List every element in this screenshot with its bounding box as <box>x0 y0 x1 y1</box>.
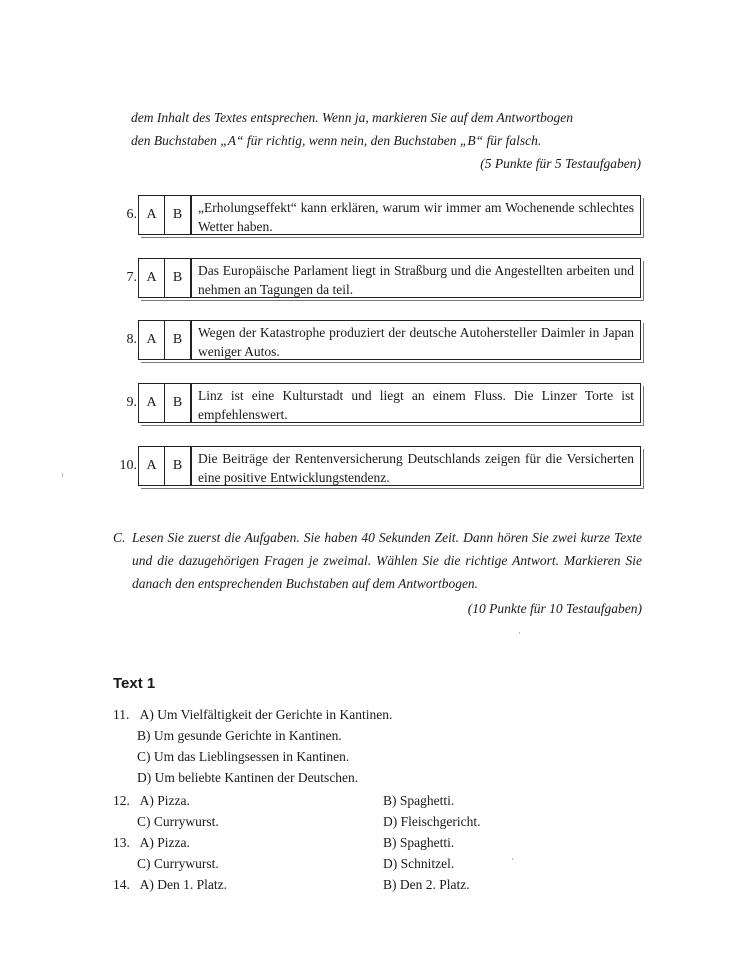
q13-option-d[interactable]: D) Schnitzel. <box>383 856 455 871</box>
q11-option-c[interactable]: C) Um das Lieblingsessen in Kantinen. <box>137 749 350 764</box>
question-11 <box>113 705 392 725</box>
option-a-cell[interactable]: A <box>139 447 165 485</box>
option-a-cell[interactable]: A <box>139 196 165 234</box>
q13-option-b[interactable]: B) Spaghetti. <box>383 835 455 850</box>
option-a-cell[interactable]: A <box>139 384 165 422</box>
option-b-cell[interactable]: B <box>165 321 192 359</box>
option-b-cell[interactable]: B <box>165 447 192 485</box>
question-12 <box>113 791 190 811</box>
section-c-label: C. <box>113 530 126 545</box>
item-number: 9. <box>126 395 137 410</box>
statement-text: „Erholungseffekt“ kann erklären, warum wir immer am Wochenende schlechtes Wetter haben. <box>198 200 634 234</box>
instructions-line-1: dem Inhalt des Textes entsprechen. Wenn ja, markieren Sie auf dem Antwortbogen <box>131 110 574 125</box>
option-a[interactable]: A) Den 1. Platz. <box>139 877 227 892</box>
item-box <box>138 320 641 360</box>
item-box <box>138 258 641 298</box>
option-b-cell[interactable]: B <box>165 259 192 297</box>
scan-speck <box>62 473 63 477</box>
question-number: 13. <box>113 835 130 850</box>
scan-speck <box>512 858 513 860</box>
item-number: 7. <box>126 270 137 285</box>
question-13 <box>113 833 190 853</box>
instructions-c <box>113 526 642 620</box>
question-14 <box>113 875 227 895</box>
tf-item-9 <box>110 383 641 423</box>
q13-option-c[interactable]: C) Currywurst. <box>137 856 219 871</box>
item-box <box>138 195 641 235</box>
option-a-cell[interactable]: A <box>139 321 165 359</box>
item-number: 6. <box>126 207 137 222</box>
q11-option-d[interactable]: D) Um beliebte Kantinen der Deutschen. <box>137 770 359 785</box>
statement-text: Die Beiträge der Rentenversicherung Deutschlands zeigen für die Versicherten eine positive Entwicklungstendenz. <box>198 451 634 485</box>
question-number: 12. <box>113 793 130 808</box>
option-a[interactable]: A) Um Vielfältigkeit der Gerichte in Kantinen. <box>139 707 393 722</box>
q11-option-b[interactable]: B) Um gesunde Gerichte in Kantinen. <box>137 728 342 743</box>
option-a[interactable]: A) Pizza. <box>139 835 190 850</box>
item-box <box>138 446 641 486</box>
points-note-b: (5 Punkte für 5 Testaufgaben) <box>480 156 641 171</box>
statement-text: Wegen der Katastrophe produziert der deutsche Autohersteller Daimler in Japan weniger Autos. <box>198 325 634 359</box>
item-number: 10. <box>119 458 137 473</box>
instructions-b <box>131 106 641 175</box>
option-a[interactable]: A) Pizza. <box>139 793 190 808</box>
statement-text: Linz ist eine Kulturstadt und liegt an einem Fluss. Die Linzer Torte ist empfehlenswert. <box>198 388 634 422</box>
tf-item-10 <box>110 446 641 486</box>
tf-item-8 <box>110 320 641 360</box>
points-note-c: (10 Punkte für 10 Testaufgaben) <box>467 601 642 616</box>
q12-option-d[interactable]: D) Fleischgericht. <box>383 814 481 829</box>
instructions-line-2: den Buchstaben „A“ für richtig, wenn nein, den Buchstaben „B“ für falsch. <box>131 133 542 148</box>
tf-item-6 <box>110 195 641 235</box>
text-1-heading: Text 1 <box>113 675 156 692</box>
question-number: 11. <box>113 707 130 722</box>
scan-speck <box>519 632 520 634</box>
q12-option-c[interactable]: C) Currywurst. <box>137 814 219 829</box>
tf-item-7 <box>110 258 641 298</box>
q14-option-b[interactable]: B) Den 2. Platz. <box>383 877 470 892</box>
item-number: 8. <box>126 332 137 347</box>
q12-option-b[interactable]: B) Spaghetti. <box>383 793 455 808</box>
section-c-text: Lesen Sie zuerst die Aufgaben. Sie haben 40 Sekunden Zeit. Dann hören Sie zwei kurze Texte und die dazugehörigen Fragen je zweimal. Wählen Sie die richtige Antwort. Markieren Sie danach den entsprechenden Buchstaben auf dem Antwortbogen. <box>132 530 642 591</box>
statement-text: Das Europäische Parlament liegt in Straßburg und die Angestellten arbeiten und nehmen an Tagungen da teil. <box>198 263 634 297</box>
question-number: 14. <box>113 877 130 892</box>
option-b-cell[interactable]: B <box>165 384 192 422</box>
item-box <box>138 383 641 423</box>
option-a-cell[interactable]: A <box>139 259 165 297</box>
option-b-cell[interactable]: B <box>165 196 192 234</box>
